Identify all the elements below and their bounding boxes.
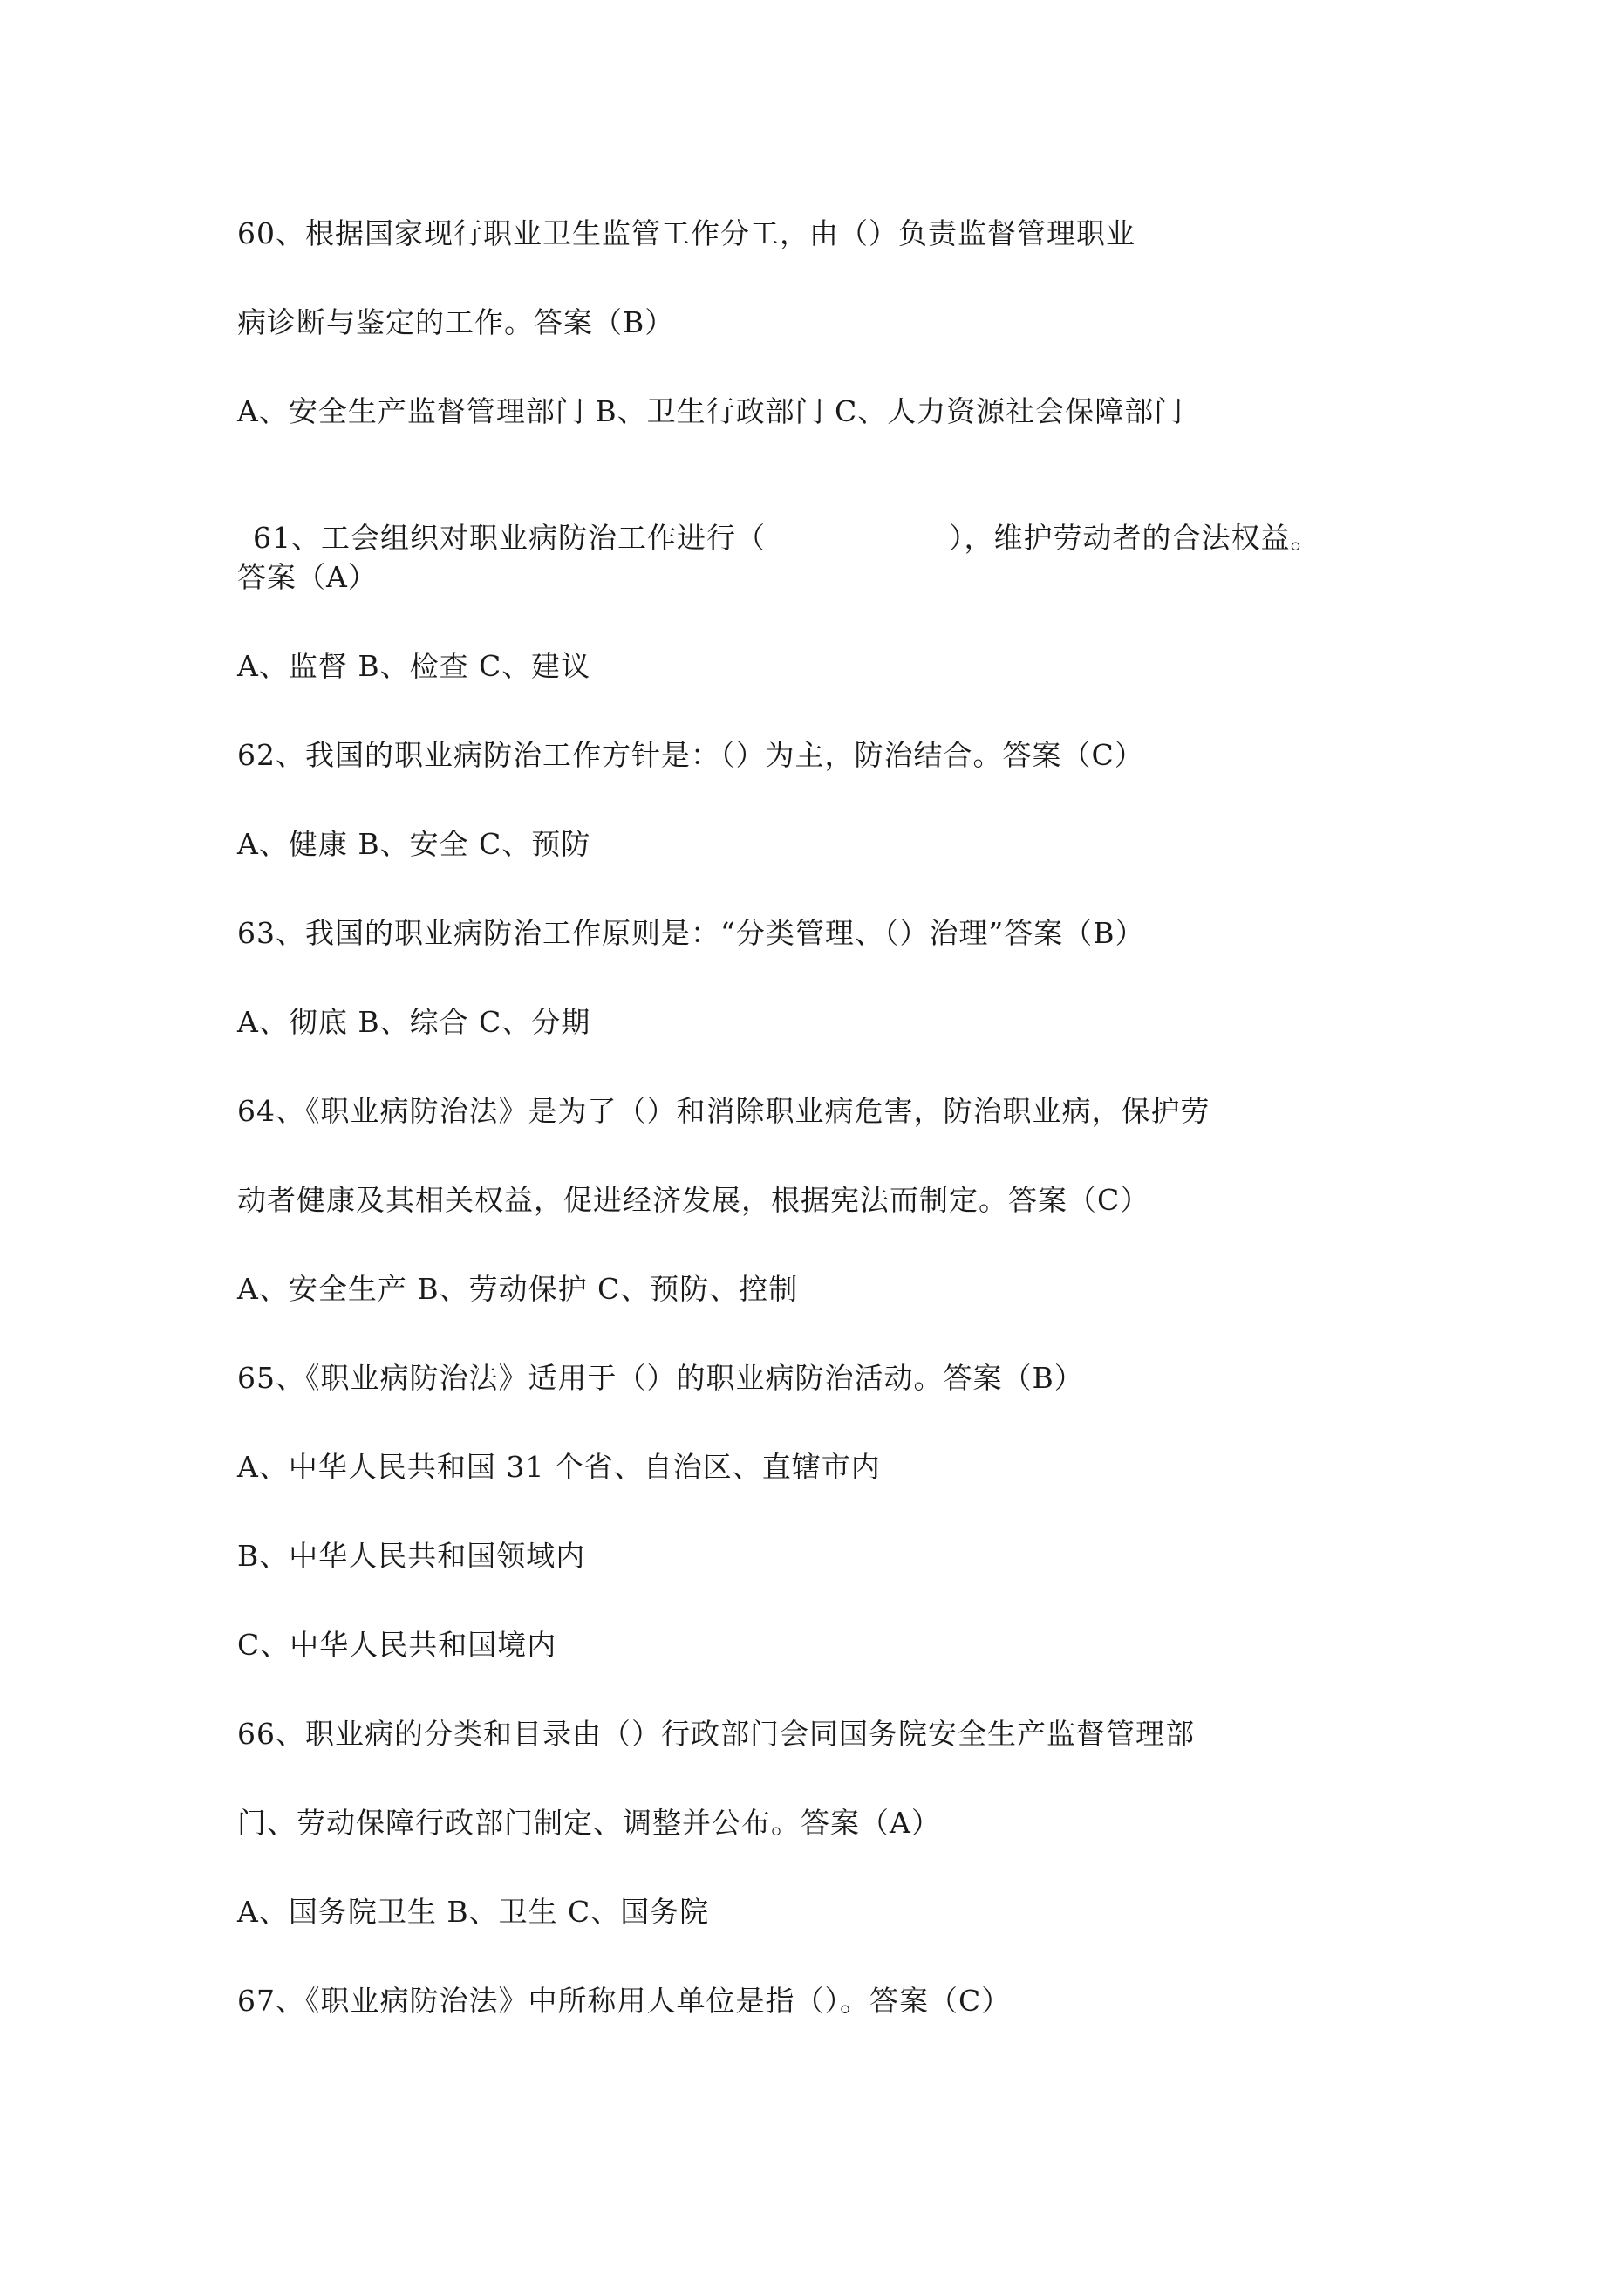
question-66-line-1: 66、职业病的分类和目录由（）行政部门会同国务院安全生产监督管理部	[237, 1717, 1195, 1751]
question-64-options: A、安全生产 B、劳动保护 C、预防、控制	[237, 1272, 799, 1306]
question-66-options: A、国务院卫生 B、卫生 C、国务院	[237, 1895, 710, 1929]
question-60-options: A、安全生产监督管理部门 B、卫生行政部门 C、人力资源社会保障部门	[237, 394, 1184, 428]
question-61-line-1-start: 61、工会组织对职业病防治工作进行（	[253, 521, 766, 555]
question-61-line-1	[253, 521, 1320, 556]
question-64-line-2: 动者健康及其相关权益，促进经济发展，根据宪法而制定。答案（C）	[237, 1183, 1150, 1217]
question-65-line-1: 65、《职业病防治法》适用于（）的职业病防治活动。答案（B）	[237, 1361, 1084, 1395]
question-60-line-1: 60、根据国家现行职业卫生监管工作分工，由（）负责监督管理职业	[237, 216, 1135, 250]
question-61-line-1-end: ），维护劳动者的合法权益。	[949, 521, 1320, 555]
question-65-option-b: B、中华人民共和国领域内	[237, 1539, 586, 1573]
question-62-options: A、健康 B、安全 C、预防	[237, 827, 591, 861]
question-60-line-2: 病诊断与鉴定的工作。答案（B）	[237, 305, 675, 339]
question-61-line-2: 答案（A）	[237, 560, 378, 594]
question-67-line-1: 67、《职业病防治法》中所称用人单位是指（）。答案（C）	[237, 1984, 1012, 2018]
question-61-options: A、监督 B、检查 C、建议	[237, 649, 591, 683]
question-65-option-c: C、中华人民共和国境内	[237, 1628, 557, 1662]
question-62-line-1: 62、我国的职业病防治工作方针是：（）为主，防治结合。答案（C）	[237, 738, 1144, 772]
question-65-option-a: A、中华人民共和国 31 个省、自治区、直辖市内	[237, 1450, 881, 1484]
question-64-line-1: 64、《职业病防治法》是为了（）和消除职业病危害，防治职业病，保护劳	[237, 1094, 1210, 1128]
question-63-line-1: 63、我国的职业病防治工作原则是：“分类管理、（）治理”答案（B）	[237, 916, 1145, 950]
question-63-options: A、彻底 B、综合 C、分期	[237, 1005, 591, 1039]
question-66-line-2: 门、劳动保障行政部门制定、调整并公布。答案（A）	[237, 1806, 941, 1840]
